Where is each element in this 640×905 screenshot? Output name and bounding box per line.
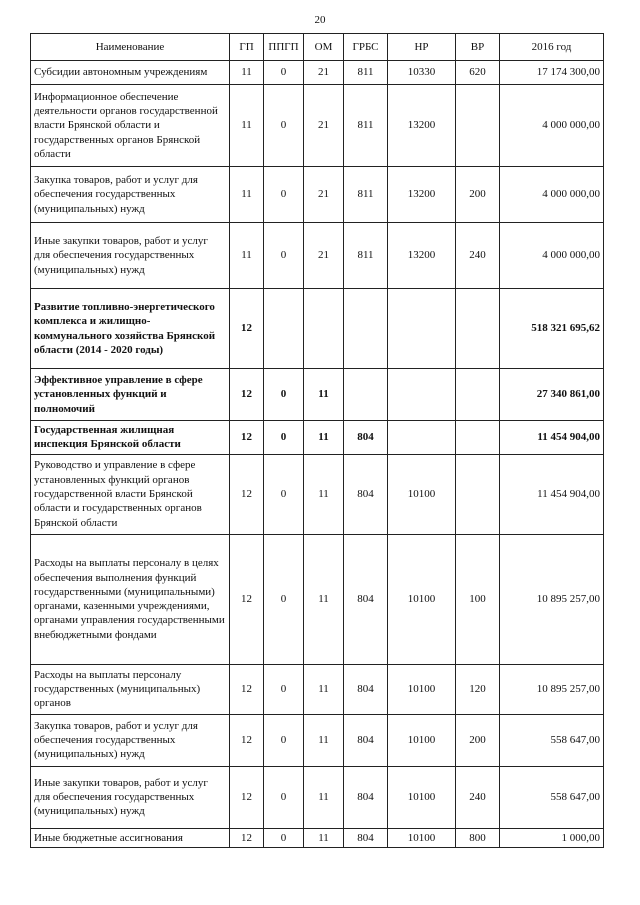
cell-np: 10100 <box>388 664 456 714</box>
cell-vr: 240 <box>456 766 500 828</box>
cell-np: 13200 <box>388 167 456 223</box>
cell-np: 10100 <box>388 828 456 847</box>
cell-om: 11 <box>304 766 344 828</box>
cell-np: 10330 <box>388 61 456 85</box>
cell-ppgp: 0 <box>264 421 304 455</box>
cell-ppgp: 0 <box>264 454 304 534</box>
cell-ppgp: 0 <box>264 664 304 714</box>
header-year: 2016 год <box>500 34 604 61</box>
cell-name: Расходы на выплаты персоналу государственных (муниципальных) органов <box>31 664 230 714</box>
table-row <box>31 289 604 369</box>
table-row <box>31 85 604 167</box>
cell-grbs: 811 <box>344 85 388 167</box>
cell-np <box>388 369 456 421</box>
table-row <box>31 223 604 289</box>
table-row <box>31 167 604 223</box>
cell-gp: 12 <box>230 766 264 828</box>
table-row <box>31 714 604 766</box>
cell-amount: 518 321 695,62 <box>500 289 604 369</box>
table-row <box>31 421 604 455</box>
cell-np <box>388 289 456 369</box>
cell-amount: 558 647,00 <box>500 714 604 766</box>
cell-gp: 12 <box>230 714 264 766</box>
table-row <box>31 369 604 421</box>
table-row <box>31 534 604 664</box>
page-number: 20 <box>314 14 326 26</box>
cell-grbs: 804 <box>344 534 388 664</box>
cell-vr: 100 <box>456 534 500 664</box>
cell-amount: 4 000 000,00 <box>500 223 604 289</box>
cell-gp: 12 <box>230 454 264 534</box>
budget-table <box>30 33 604 848</box>
cell-om: 11 <box>304 664 344 714</box>
cell-name: Государственная жилищная инспекция Брянской области <box>31 421 230 455</box>
cell-gp: 12 <box>230 828 264 847</box>
table-header-row <box>31 34 604 61</box>
cell-ppgp: 0 <box>264 85 304 167</box>
cell-gp: 12 <box>230 421 264 455</box>
cell-gp: 12 <box>230 369 264 421</box>
cell-ppgp: 0 <box>264 828 304 847</box>
cell-om: 21 <box>304 223 344 289</box>
header-om: ОМ <box>304 34 344 61</box>
cell-np: 13200 <box>388 223 456 289</box>
cell-vr: 200 <box>456 167 500 223</box>
header-name: Наименование <box>31 34 230 61</box>
cell-amount: 17 174 300,00 <box>500 61 604 85</box>
cell-gp: 12 <box>230 289 264 369</box>
cell-amount: 11 454 904,00 <box>500 454 604 534</box>
cell-ppgp: 0 <box>264 167 304 223</box>
cell-name: Руководство и управление в сфере установленных функций органов государственной власти Брянской области и государственных органов Брянской области <box>31 454 230 534</box>
cell-name: Иные закупки товаров, работ и услуг для обеспечения государственных (муниципальных) нужд <box>31 766 230 828</box>
cell-ppgp: 0 <box>264 766 304 828</box>
cell-om <box>304 289 344 369</box>
cell-vr <box>456 369 500 421</box>
cell-om: 11 <box>304 534 344 664</box>
cell-name: Иные бюджетные ассигнования <box>31 828 230 847</box>
cell-amount: 10 895 257,00 <box>500 664 604 714</box>
cell-np: 13200 <box>388 85 456 167</box>
cell-ppgp: 0 <box>264 534 304 664</box>
cell-vr: 240 <box>456 223 500 289</box>
cell-gp: 11 <box>230 85 264 167</box>
cell-grbs: 811 <box>344 167 388 223</box>
cell-name: Расходы на выплаты персоналу в целях обеспечения выполнения функций государственными (муниципальными) органами, казенными учреждениями, органами управления государственными внебюджетными фондами <box>31 534 230 664</box>
cell-grbs: 811 <box>344 223 388 289</box>
cell-amount: 558 647,00 <box>500 766 604 828</box>
cell-vr: 120 <box>456 664 500 714</box>
cell-grbs <box>344 289 388 369</box>
header-np: НР <box>388 34 456 61</box>
cell-grbs: 804 <box>344 664 388 714</box>
cell-name: Развитие топливно-энергетического комплекса и жилищно-коммунального хозяйства Брянской области (2014 - 2020 годы) <box>31 289 230 369</box>
cell-gp: 11 <box>230 223 264 289</box>
cell-amount: 1 000,00 <box>500 828 604 847</box>
cell-om: 11 <box>304 714 344 766</box>
table-row <box>31 664 604 714</box>
header-ppgp: ППГП <box>264 34 304 61</box>
cell-ppgp <box>264 289 304 369</box>
cell-om: 11 <box>304 421 344 455</box>
cell-gp: 11 <box>230 167 264 223</box>
cell-om: 11 <box>304 369 344 421</box>
cell-amount: 27 340 861,00 <box>500 369 604 421</box>
cell-ppgp: 0 <box>264 223 304 289</box>
cell-grbs: 804 <box>344 454 388 534</box>
cell-gp: 12 <box>230 664 264 714</box>
cell-om: 11 <box>304 454 344 534</box>
cell-grbs: 804 <box>344 421 388 455</box>
cell-np <box>388 421 456 455</box>
cell-amount: 10 895 257,00 <box>500 534 604 664</box>
cell-vr: 800 <box>456 828 500 847</box>
cell-vr <box>456 421 500 455</box>
cell-grbs: 804 <box>344 714 388 766</box>
cell-gp: 11 <box>230 61 264 85</box>
cell-np: 10100 <box>388 714 456 766</box>
header-vr: ВР <box>456 34 500 61</box>
cell-ppgp: 0 <box>264 369 304 421</box>
cell-grbs: 811 <box>344 61 388 85</box>
table-row <box>31 61 604 85</box>
cell-name: Иные закупки товаров, работ и услуг для обеспечения государственных (муниципальных) нужд <box>31 223 230 289</box>
cell-om: 21 <box>304 61 344 85</box>
cell-vr <box>456 85 500 167</box>
cell-gp: 12 <box>230 534 264 664</box>
cell-om: 21 <box>304 167 344 223</box>
cell-np: 10100 <box>388 534 456 664</box>
cell-np: 10100 <box>388 454 456 534</box>
cell-vr: 200 <box>456 714 500 766</box>
cell-amount: 4 000 000,00 <box>500 167 604 223</box>
cell-name: Эффективное управление в сфере установленных функций и полномочий <box>31 369 230 421</box>
cell-grbs: 804 <box>344 828 388 847</box>
table-row <box>31 766 604 828</box>
cell-om: 11 <box>304 828 344 847</box>
cell-om: 21 <box>304 85 344 167</box>
cell-amount: 11 454 904,00 <box>500 421 604 455</box>
header-grbs: ГРБС <box>344 34 388 61</box>
cell-ppgp: 0 <box>264 61 304 85</box>
cell-vr <box>456 454 500 534</box>
cell-name: Закупка товаров, работ и услуг для обеспечения государственных (муниципальных) нужд <box>31 167 230 223</box>
cell-amount: 4 000 000,00 <box>500 85 604 167</box>
cell-name: Информационное обеспечение деятельности органов государственной власти Брянской области и государственных органов Брянской области <box>31 85 230 167</box>
cell-grbs <box>344 369 388 421</box>
cell-grbs: 804 <box>344 766 388 828</box>
table-row <box>31 828 604 847</box>
table-row <box>31 454 604 534</box>
cell-ppgp: 0 <box>264 714 304 766</box>
header-gp: ГП <box>230 34 264 61</box>
cell-name: Субсидии автономным учреждениям <box>31 61 230 85</box>
cell-vr: 620 <box>456 61 500 85</box>
cell-vr <box>456 289 500 369</box>
cell-np: 10100 <box>388 766 456 828</box>
cell-name: Закупка товаров, работ и услуг для обеспечения государственных (муниципальных) нужд <box>31 714 230 766</box>
